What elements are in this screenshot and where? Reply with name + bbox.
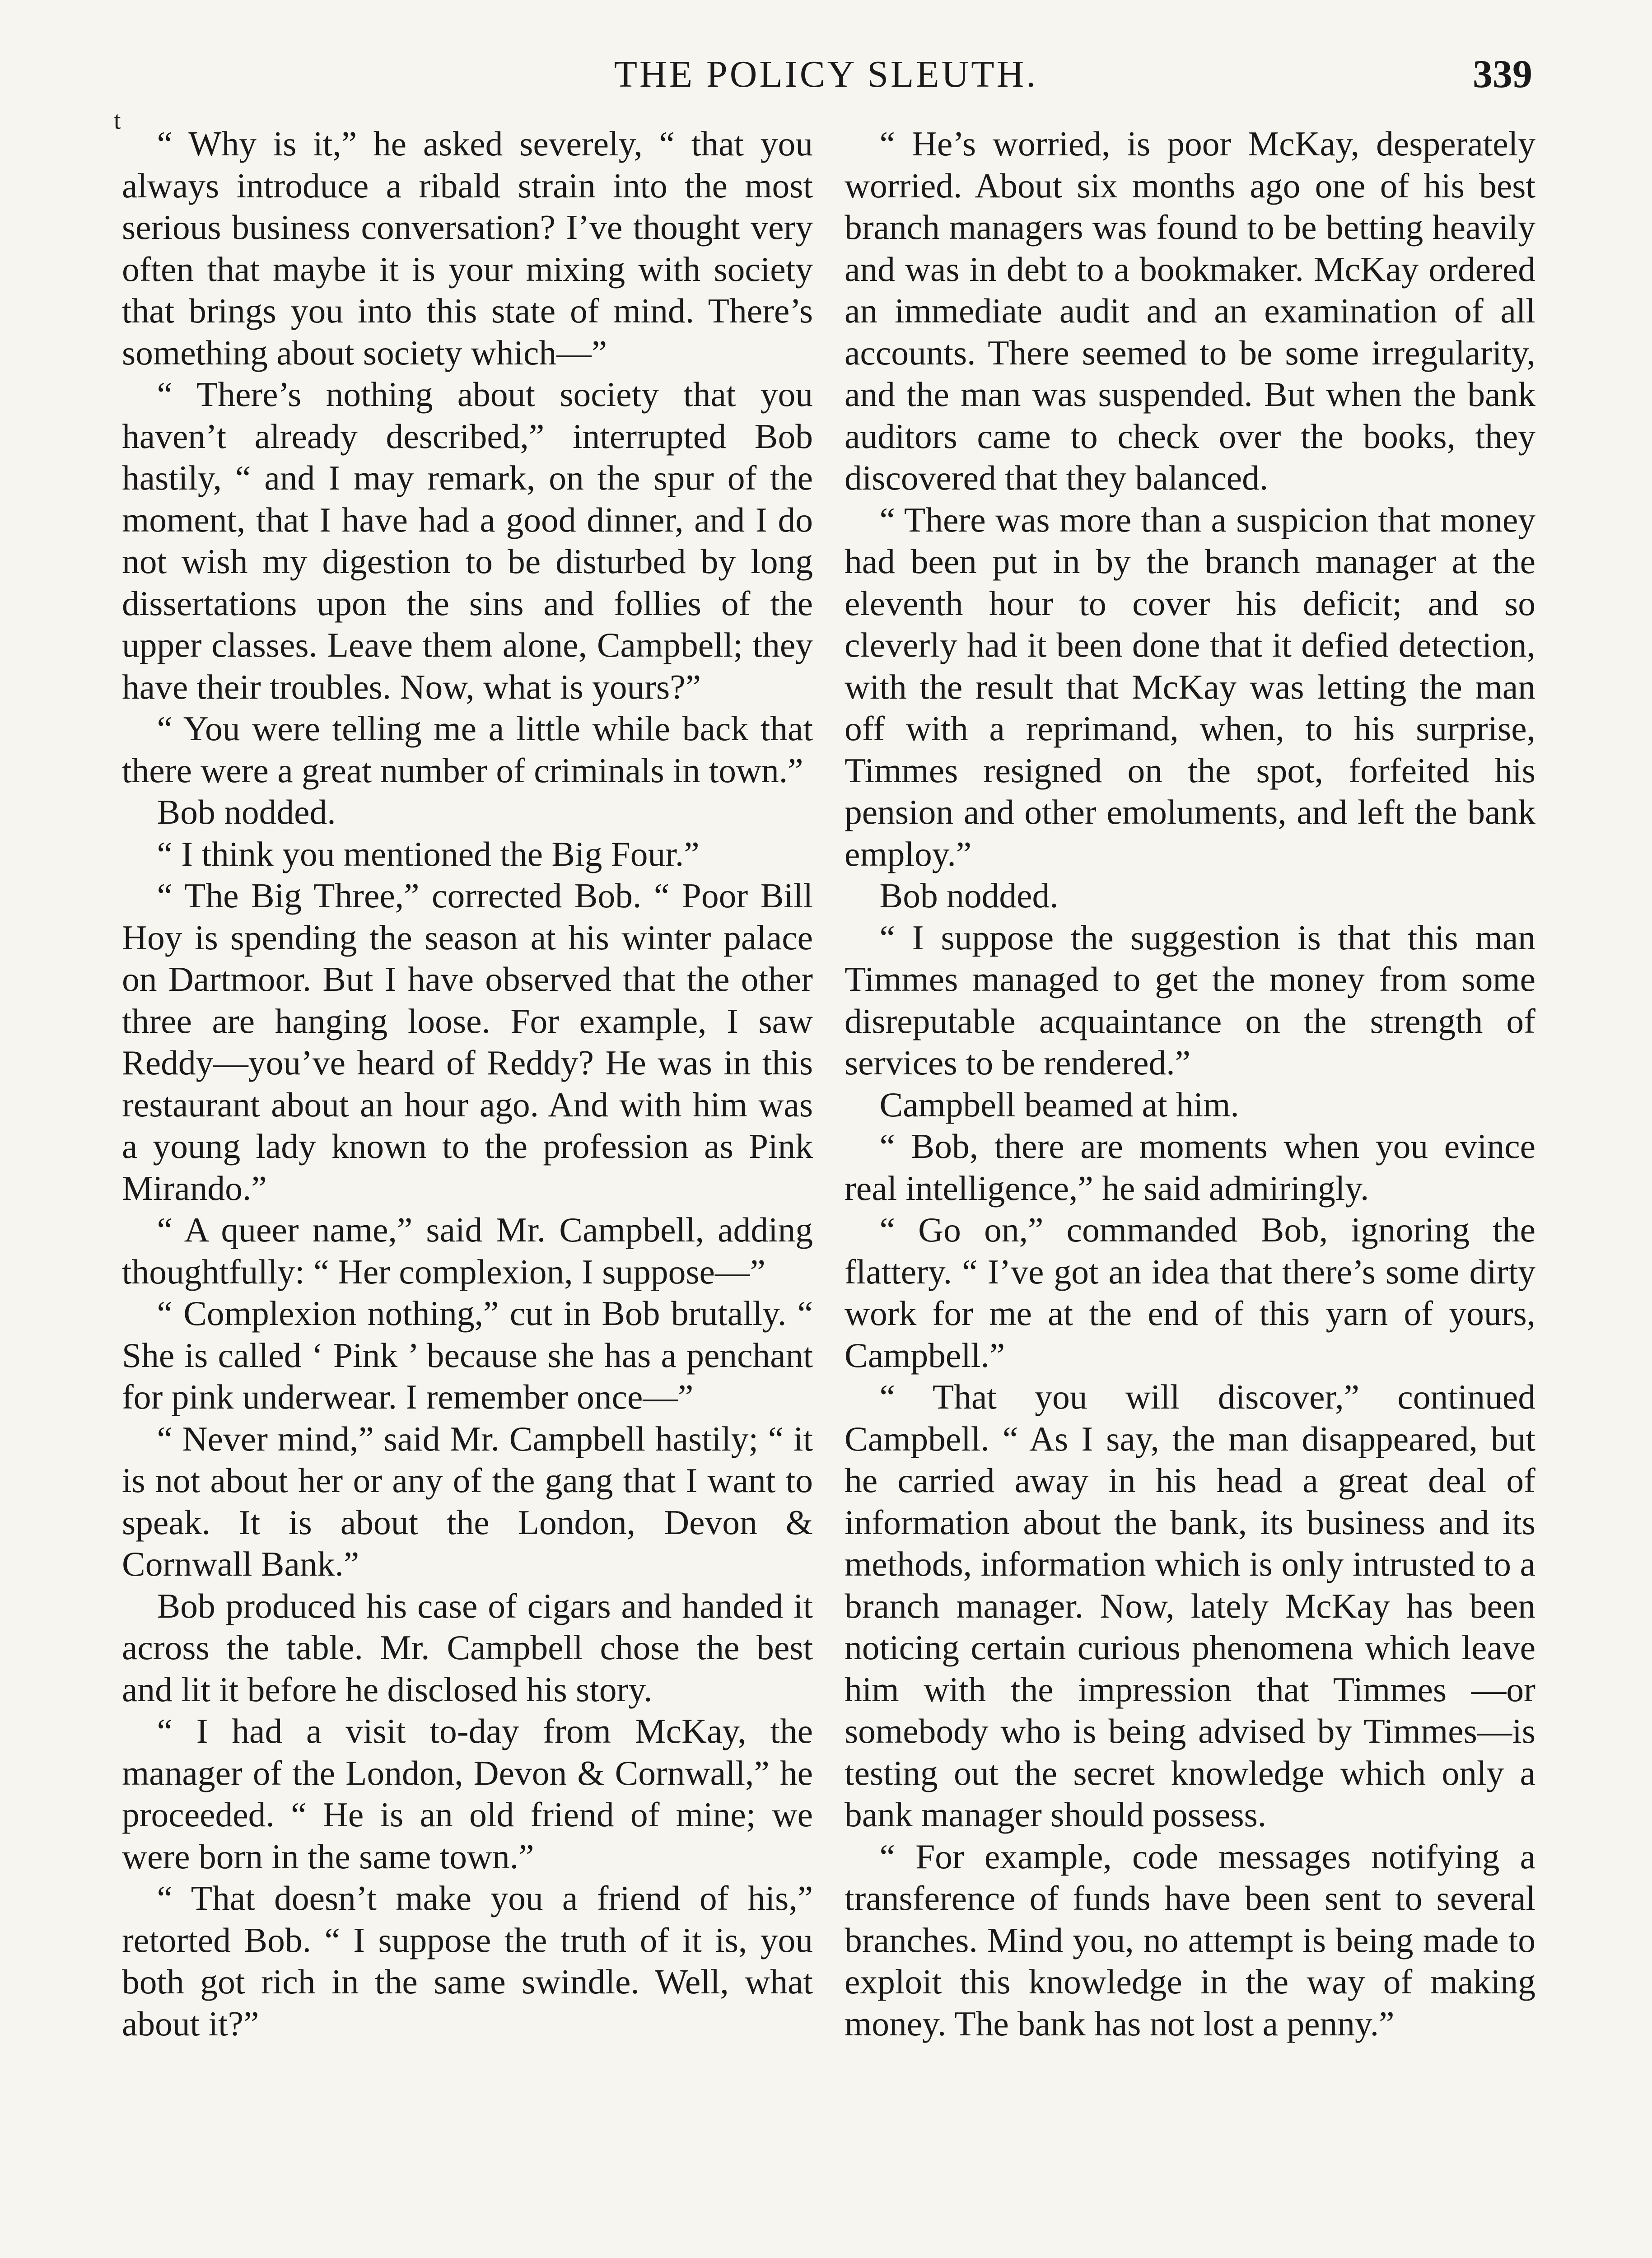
page-header (120, 47, 1532, 102)
running-head: THE POLICY SLEUTH. (614, 53, 1038, 95)
paragraph: “ Why is it,” he asked severely, “ that you always introduce a ribald strain into the most serious business conversation? I’ve thought very often that maybe it is your mixing with society that brings you into this state of mind. There’s something about society which—” (122, 124, 813, 372)
paragraph: “ There was more than a suspicion that money had been put in by the branch manager at the eleventh hour to cover his deficit; and so cleverly had it been done that it defied detection, with the result that McKay was letting the man off with a reprimand, when, to his surprise, Timmes resigned on the spot, forfeited his pension and other emoluments, and left the bank employ.” (845, 500, 1535, 873)
paragraph: “ Complexion nothing,” cut in Bob brutally. “ She is called ‘ Pink ’ because she has a penchant for pink underwear. I remember once—” (122, 1294, 813, 1416)
paragraph: “ I had a visit to-day from McKay, the manager of the London, Devon & Cornwall,” he proceeded. “ He is an old friend of mine; we were born in the same town.” (122, 1712, 813, 1876)
paragraph: Bob nodded. (879, 876, 1059, 915)
paragraph: “ Go on,” commanded Bob, ignoring the flattery. “ I’ve got an idea that there’s some dirty work for me at the end of this yarn of yours, Campbell.” (845, 1210, 1535, 1375)
stray-mark: t (114, 107, 121, 135)
paragraph: “ I suppose the suggestion is that this man Timmes managed to get the money from some disreputable acquaintance on the strength of services to be rendered.” (845, 918, 1535, 1082)
paragraph: “ That you will discover,” continued Campbell. “ As I say, the man disappeared, but he carried away in his head a great deal of information about the bank, its business and its methods, information which is only intrusted to a branch manager. Now, lately McKay has been noticing certain curious phenomena which leave him with the impression that Timmes —or somebody who is being advised by Timmes—is testing out the secret knowledge which only a bank manager should possess. (845, 1377, 1535, 1834)
paragraph: Bob produced his case of cigars and handed it across the table. Mr. Campbell chose the best and lit it before he disclosed his story. (122, 1586, 813, 1709)
page-number: 339 (1473, 52, 1532, 96)
paragraph: “ Bob, there are moments when you evince real intelligence,” he said admiringly. (845, 1127, 1535, 1208)
paragraph: “ You were telling me a little while back that there were a great number of criminals in town.” (122, 709, 813, 790)
paragraph: “ The Big Three,” corrected Bob. “ Poor Bill Hoy is spending the season at his winter palace on Dartmoor. But I have observed that the other three are hanging loose. For example, I saw Reddy—you’ve heard of Reddy? He was in this restaurant about an hour ago. And with him was a young lady known to the profession as Pink Mirando.” (122, 876, 813, 1208)
right-column (845, 123, 1535, 2044)
paragraph: Bob nodded. (157, 793, 336, 831)
paragraph: “ A queer name,” said Mr. Campbell, adding thoughtfully: “ Her complexion, I suppose—” (122, 1210, 813, 1291)
paragraph: Campbell beamed at him. (879, 1085, 1239, 1124)
left-column (122, 123, 813, 2044)
paragraph: “ That doesn’t make you a friend of his,” retorted Bob. “ I suppose the truth of it is, you both got rich in the same swindle. Well, what about it?” (122, 1879, 813, 2043)
paragraph: “ I think you mentioned the Big Four.” (157, 834, 700, 873)
paragraph: “ For example, code messages notifying a transference of funds have been sent to several branches. Mind you, no attempt is being made to exploit this knowledge in the way of making money. The bank has not lost a penny.” (845, 1837, 1535, 2043)
paragraph: “ There’s nothing about society that you haven’t already described,” interrupted Bob hastily, “ and I may remark, on the spur of the moment, that I have had a good dinner, and I do not wish my digestion to be disturbed by long dissertations upon the sins and follies of the upper classes. Leave them alone, Campbell; they have their troubles. Now, what is yours?” (122, 375, 813, 706)
paragraph: “ Never mind,” said Mr. Campbell hastily; “ it is not about her or any of the gang that I want to speak. It is about the London, Devon & Cornwall Bank.” (122, 1419, 813, 1583)
paragraph: “ He’s worried, is poor McKay, desperately worried. About six months ago one of his best branch managers was found to be betting heavily and was in debt to a bookmaker. McKay ordered an immediate audit and an examination of all accounts. There seemed to be some irregularity, and the man was suspended. But when the bank auditors came to check over the books, they discovered that they balanced. (845, 124, 1535, 497)
